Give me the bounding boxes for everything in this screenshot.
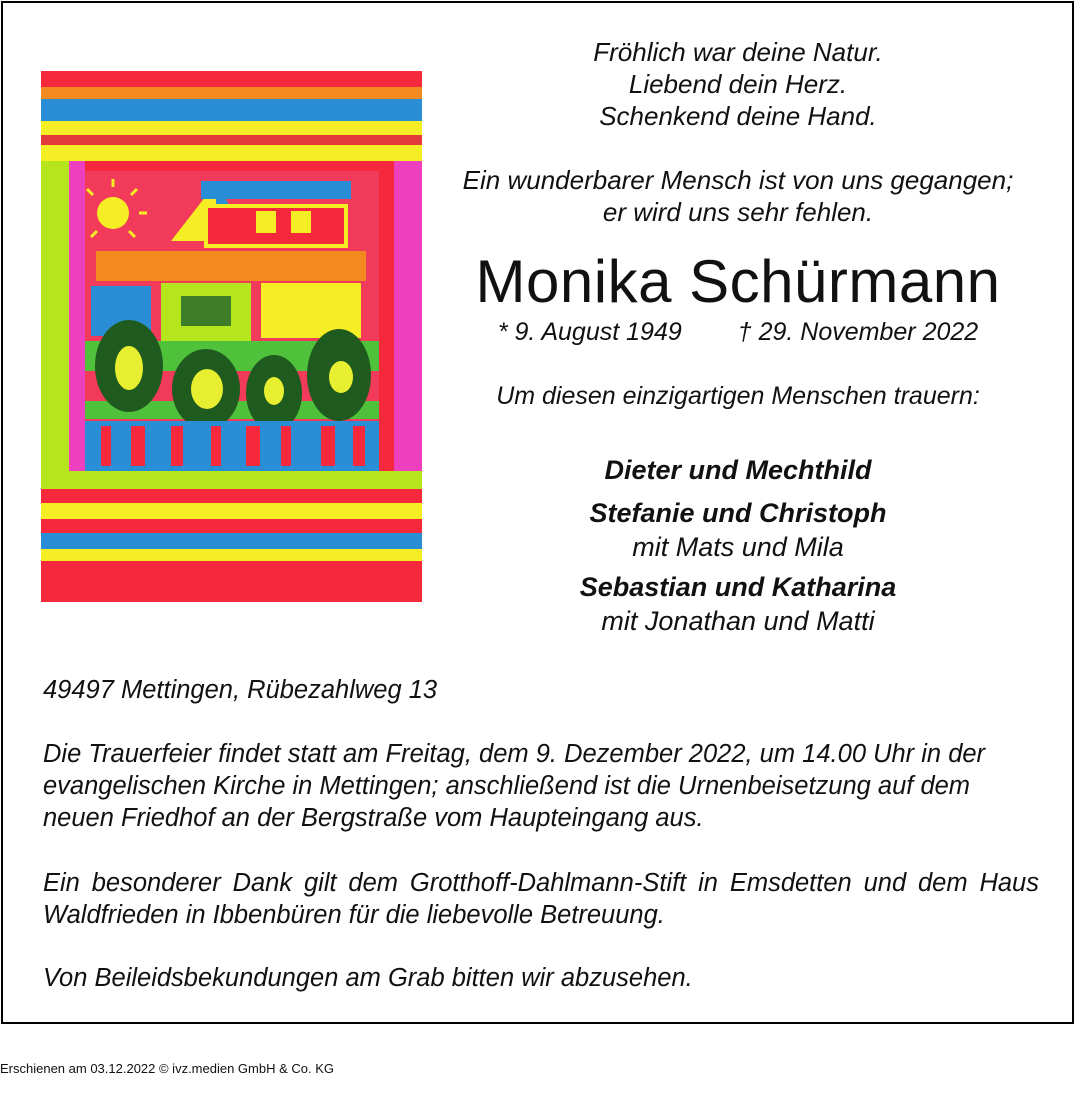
poem-line: Fröhlich war deine Natur.: [593, 37, 883, 67]
poem-line: er wird uns sehr fehlen.: [602, 197, 874, 227]
deceased-name: Monika Schürmann: [475, 248, 1001, 315]
mourners-intro: Um diesen einzigartigen Menschen trauern:: [496, 382, 980, 410]
condolence-note: Von Beileidsbekundungen am Grab bitten wir abzusehen.: [43, 964, 693, 992]
address: 49497 Mettingen, Rübezahlweg 13: [43, 676, 438, 704]
obituary-frame: [1, 1, 1074, 1024]
family-names: Sebastian und Katharina: [579, 572, 897, 602]
family-children: mit Mats und Mila: [632, 532, 844, 562]
child-drawing-image: [41, 71, 422, 602]
life-dates: [433, 316, 1043, 348]
death-date: † 29. November 2022: [737, 318, 979, 346]
publication-footer: Erschienen am 03.12.2022 © ivz.medien GmbH & Co. KG: [0, 1061, 335, 1076]
poem-line: Ein wunderbarer Mensch ist von uns gegangen;: [462, 165, 1014, 195]
thanks-text: Ein besonderer Dank gilt dem Grotthoff-Dahlmann-Stift in Emsdetten und dem Haus Waldfrieden in Ibbenbüren für die liebevolle Betreuung.: [43, 869, 1039, 929]
family-names: Dieter und Mechthild: [604, 455, 872, 485]
birth-date: * 9. August 1949: [497, 318, 682, 346]
poem: [433, 36, 1043, 228]
ceremony-text: Die Trauerfeier findet statt am Freitag, dem 9. Dezember 2022, um 14.00 Uhr in der evangelischen Kirche in Mettingen; anschließend ist die Urnenbeisetzung auf dem neuen Friedhof an der Bergstraße vom Haupteingang aus.: [43, 740, 986, 832]
family-children: mit Jonathan und Matti: [601, 606, 875, 636]
poem-line: Schenkend deine Hand.: [599, 101, 877, 131]
family-list: [433, 452, 1043, 643]
poem-line: Liebend dein Herz.: [628, 69, 848, 99]
family-names: Stefanie und Christoph: [589, 498, 887, 528]
